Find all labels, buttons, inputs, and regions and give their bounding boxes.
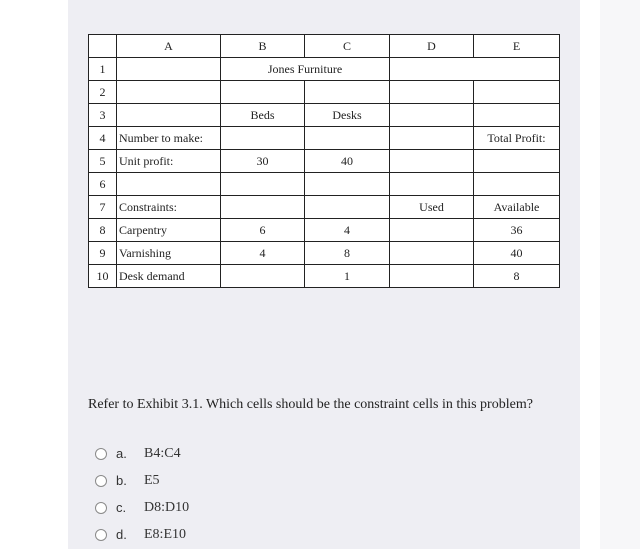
cell-d1-e1-merged (390, 58, 560, 81)
cell-e6 (474, 173, 560, 196)
row-number: 3 (89, 104, 117, 127)
cell-a5: Unit profit: (117, 150, 221, 173)
cell-d2 (390, 81, 474, 104)
cell-d7: Used (390, 196, 474, 219)
cell-e3 (474, 104, 560, 127)
row-number: 7 (89, 196, 117, 219)
cell-a1 (117, 58, 221, 81)
sheet-row-5 (89, 150, 560, 173)
option-label: E8:E10 (144, 526, 186, 542)
cell-a2 (117, 81, 221, 104)
cell-b8: 6 (221, 219, 305, 242)
cell-c5: 40 (305, 150, 390, 173)
cell-e4: Total Profit: (474, 127, 560, 150)
option-letter: d. (116, 527, 127, 542)
row-number: 1 (89, 58, 117, 81)
row-number: 2 (89, 81, 117, 104)
sheet-row-1 (89, 58, 560, 81)
cell-c2 (305, 81, 390, 104)
right-sidebar (600, 0, 640, 549)
sheet-row-7 (89, 196, 560, 219)
row-number: 9 (89, 242, 117, 265)
cell-a8: Carpentry (117, 219, 221, 242)
row-number: 6 (89, 173, 117, 196)
cell-d10 (390, 265, 474, 288)
corner-cell (89, 35, 117, 58)
cell-c8: 4 (305, 219, 390, 242)
cell-e10: 8 (474, 265, 560, 288)
cell-b6 (221, 173, 305, 196)
cell-e8: 36 (474, 219, 560, 242)
sheet-row-9 (89, 242, 560, 265)
row-number: 10 (89, 265, 117, 288)
option-letter: c. (116, 500, 127, 515)
cell-a6 (117, 173, 221, 196)
cell-c4 (305, 127, 390, 150)
option-c[interactable] (95, 494, 189, 521)
radio-button-icon[interactable] (95, 448, 107, 460)
option-label: D8:D10 (144, 499, 190, 515)
cell-d6 (390, 173, 474, 196)
column-header-a: A (117, 35, 221, 58)
row-number: 4 (89, 127, 117, 150)
cell-e5 (474, 150, 560, 173)
row-number: 8 (89, 219, 117, 242)
column-header-d: D (390, 35, 474, 58)
cell-a10: Desk demand (117, 265, 221, 288)
sheet-row-8 (89, 219, 560, 242)
cell-d9 (390, 242, 474, 265)
answer-options (95, 440, 189, 548)
option-b[interactable] (95, 467, 189, 494)
column-header-c: C (305, 35, 390, 58)
cell-c7 (305, 196, 390, 219)
sheet-row-4 (89, 127, 560, 150)
sheet-row-10 (89, 265, 560, 288)
option-label: E5 (144, 472, 160, 488)
cell-a3 (117, 104, 221, 127)
radio-button-icon[interactable] (95, 529, 107, 541)
question-text: Refer to Exhibit 3.1. Which cells should be the constraint cells in this problem? (88, 397, 533, 412)
cell-d4 (390, 127, 474, 150)
cell-c6 (305, 173, 390, 196)
cell-b4 (221, 127, 305, 150)
radio-button-icon[interactable] (95, 502, 107, 514)
option-letter: b. (116, 473, 127, 488)
cell-e9: 40 (474, 242, 560, 265)
cell-c9: 8 (305, 242, 390, 265)
option-label: B4:C4 (144, 445, 181, 461)
cell-a7: Constraints: (117, 196, 221, 219)
sheet-row-3 (89, 104, 560, 127)
column-header-e: E (474, 35, 560, 58)
row-number: 5 (89, 150, 117, 173)
cell-b9: 4 (221, 242, 305, 265)
cell-d3 (390, 104, 474, 127)
column-header-row (89, 35, 560, 58)
option-letter: a. (116, 446, 127, 461)
option-d[interactable] (95, 521, 189, 548)
cell-d5 (390, 150, 474, 173)
cell-c10: 1 (305, 265, 390, 288)
cell-c3: Desks (305, 104, 390, 127)
radio-button-icon[interactable] (95, 475, 107, 487)
cell-e2 (474, 81, 560, 104)
cell-b5: 30 (221, 150, 305, 173)
cell-b2 (221, 81, 305, 104)
exhibit-spreadsheet (88, 34, 560, 288)
sheet-row-6 (89, 173, 560, 196)
option-a[interactable] (95, 440, 189, 467)
cell-e7: Available (474, 196, 560, 219)
sheet-row-2 (89, 81, 560, 104)
cell-b1-c1-merged: Jones Furniture (221, 58, 390, 81)
cell-d8 (390, 219, 474, 242)
cell-b7 (221, 196, 305, 219)
cell-b3: Beds (221, 104, 305, 127)
cell-b10 (221, 265, 305, 288)
cell-a4: Number to make: (117, 127, 221, 150)
column-header-b: B (221, 35, 305, 58)
cell-a9: Varnishing (117, 242, 221, 265)
